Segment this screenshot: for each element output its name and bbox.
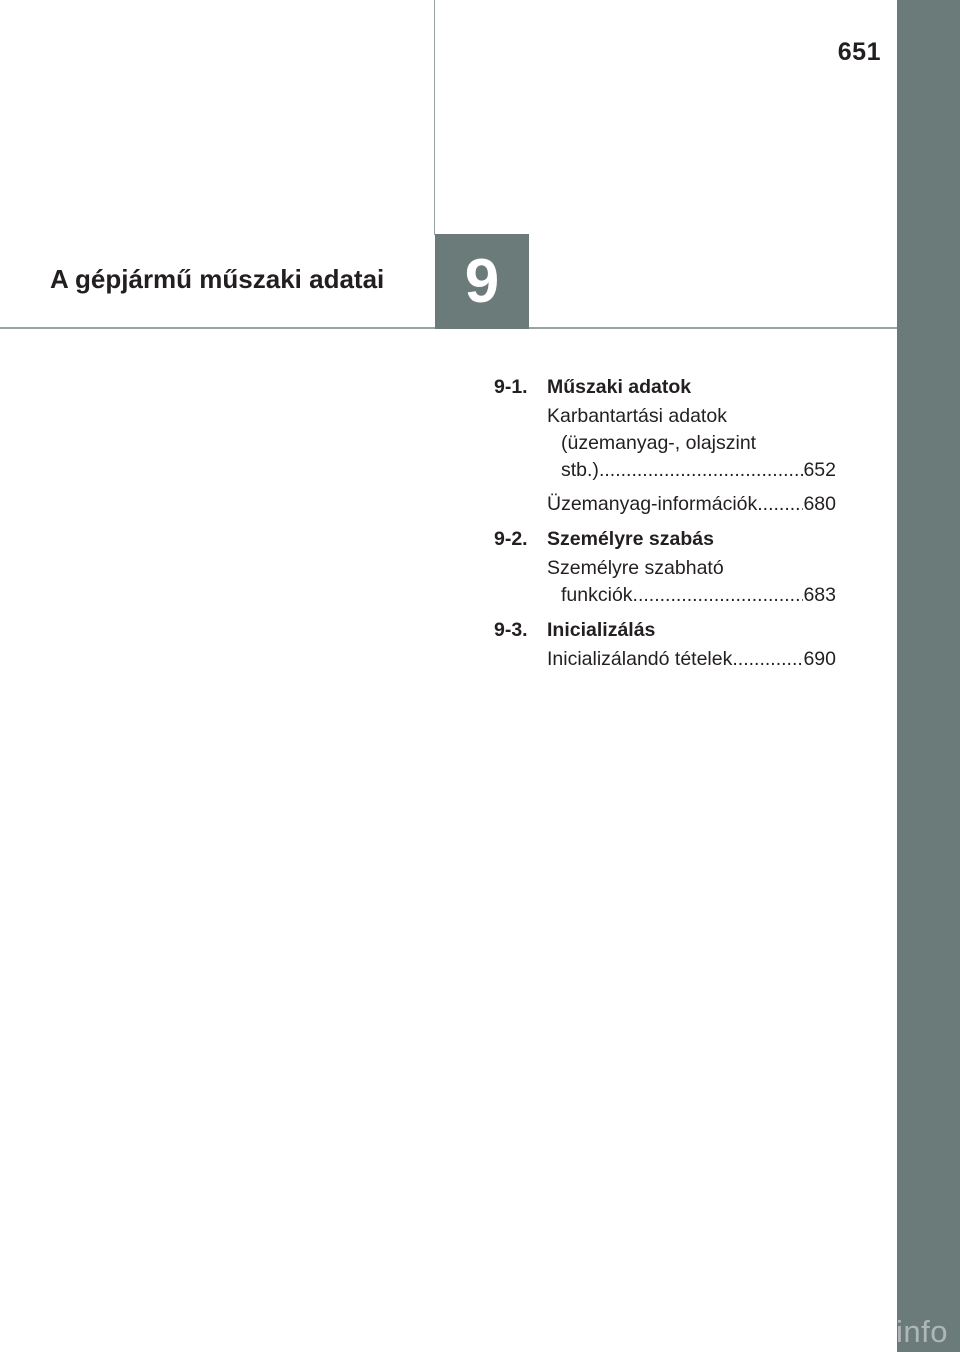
chapter-title: A gépjármű műszaki adatai [50,264,385,294]
toc-entry-karbantartasi-adatok[interactable] [547,403,836,484]
toc-entry-inicializalando-tetelek[interactable] [547,646,836,673]
entry-leader-line [547,457,836,484]
dot-leader [599,457,804,484]
section-number: 9-2. [494,528,528,550]
entry-line: Üzemanyag-információk [547,493,758,515]
toc-section-9-2 [494,526,836,553]
section-number: 9-1. [494,376,528,398]
vertical-rule [434,0,435,235]
entry-page-number: 652 [803,459,836,481]
section-title[interactable]: Személyre szabás [547,528,714,550]
entry-line: funkciók [561,584,633,606]
entry-leader-line [547,646,836,673]
entry-leader-line [547,582,836,609]
toc-section-9-3 [494,617,836,644]
entry-page-number: 683 [803,584,836,606]
entry-line: (üzemanyag-, olajszint [561,432,757,454]
table-of-contents [494,374,836,673]
toc-entry-uzemanyag-informaciok[interactable] [547,491,836,518]
watermark: carmanualsonline.info [635,1314,948,1349]
chapter-number: 9 [464,247,500,316]
section-number: 9-3. [494,619,528,641]
entry-page-number: 690 [803,648,836,670]
toc-entry-szemelyre-szabhato-funkciok[interactable] [547,555,836,609]
toc-section-9-1 [494,374,836,401]
dot-leader [633,582,804,609]
chapter-side-tab [897,0,960,1352]
page-number: 651 [837,38,881,66]
entry-page-number: 680 [803,493,836,515]
section-title[interactable]: Inicializálás [547,619,656,641]
entry-line: Karbantartási adatok [547,405,727,427]
chapter-number-box [435,234,529,329]
entry-leader-line [547,491,836,518]
dot-leader [757,491,803,518]
entry-line: Személyre szabható [547,557,724,579]
entry-line: Inicializálandó tételek [547,648,733,670]
section-title[interactable]: Műszaki adatok [547,376,692,398]
dot-leader [732,646,803,673]
entry-line: stb.) [561,459,599,481]
